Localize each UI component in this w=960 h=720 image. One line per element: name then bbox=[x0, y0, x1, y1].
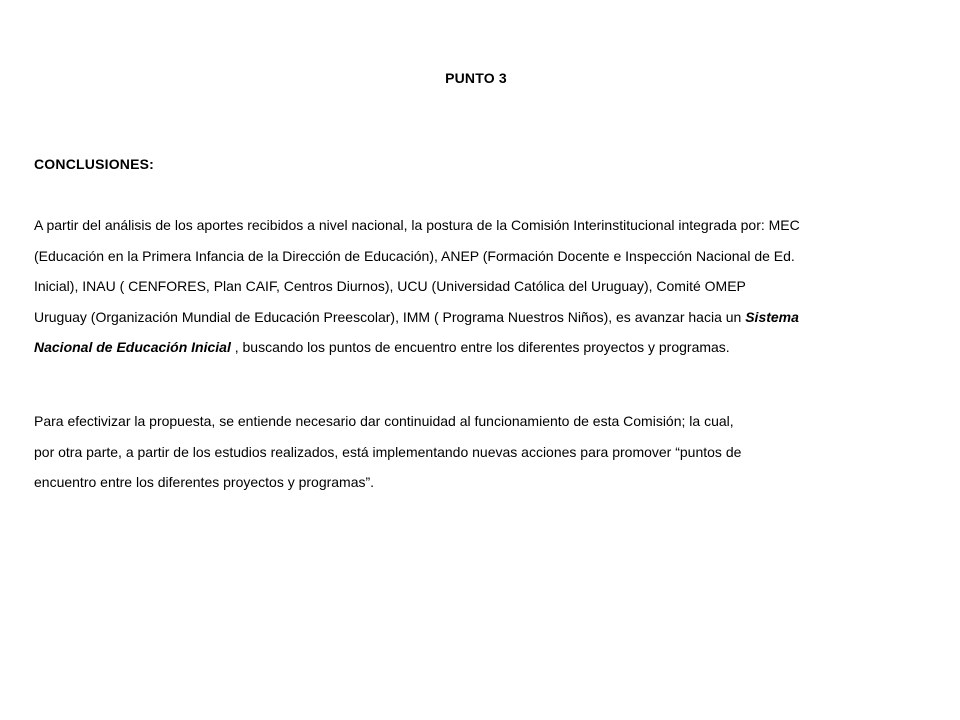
paragraph-line bbox=[34, 302, 924, 333]
paragraph-line: Para efectivizar la propuesta, se entiende necesario dar continuidad al funcionamiento de esta Comisión; la cual, bbox=[34, 413, 734, 429]
paragraph-line: encuentro entre los diferentes proyectos y programas”. bbox=[34, 474, 375, 490]
paragraph-text: , buscando los puntos de encuentro entre los diferentes proyectos y programas. bbox=[230, 339, 730, 355]
emphasis-text: Sistema bbox=[745, 308, 799, 325]
paragraph-line bbox=[34, 332, 924, 363]
page-title: PUNTO 3 bbox=[445, 70, 507, 86]
paragraph-text: Uruguay (Organización Mundial de Educación Preescolar), IMM ( Programa Nuestros Niños), es avanzar hacia un bbox=[34, 308, 746, 325]
paragraph-line: A partir del análisis de los aportes recibidos a nivel nacional, la postura de la Comisión Interinstitucional integrada por: MEC bbox=[34, 217, 800, 233]
emphasis-text: Nacional de Educación Inicial bbox=[34, 339, 231, 355]
section-heading: CONCLUSIONES: bbox=[34, 156, 155, 172]
conclusions-paragraph bbox=[34, 210, 924, 363]
paragraph-line: por otra parte, a partir de los estudios realizados, está implementando nuevas acciones para promover “puntos de bbox=[34, 443, 742, 460]
paragraph-line: (Educación en la Primera Infancia de la Dirección de Educación), ANEP (Formación Docente e Inspección Nacional de Ed. bbox=[34, 247, 795, 264]
proposal-paragraph bbox=[34, 406, 924, 498]
paragraph-line: Inicial), INAU ( CENFORES, Plan CAIF, Centros Diurnos), UCU (Universidad Católica del Uruguay), Comité OMEP bbox=[34, 278, 746, 294]
